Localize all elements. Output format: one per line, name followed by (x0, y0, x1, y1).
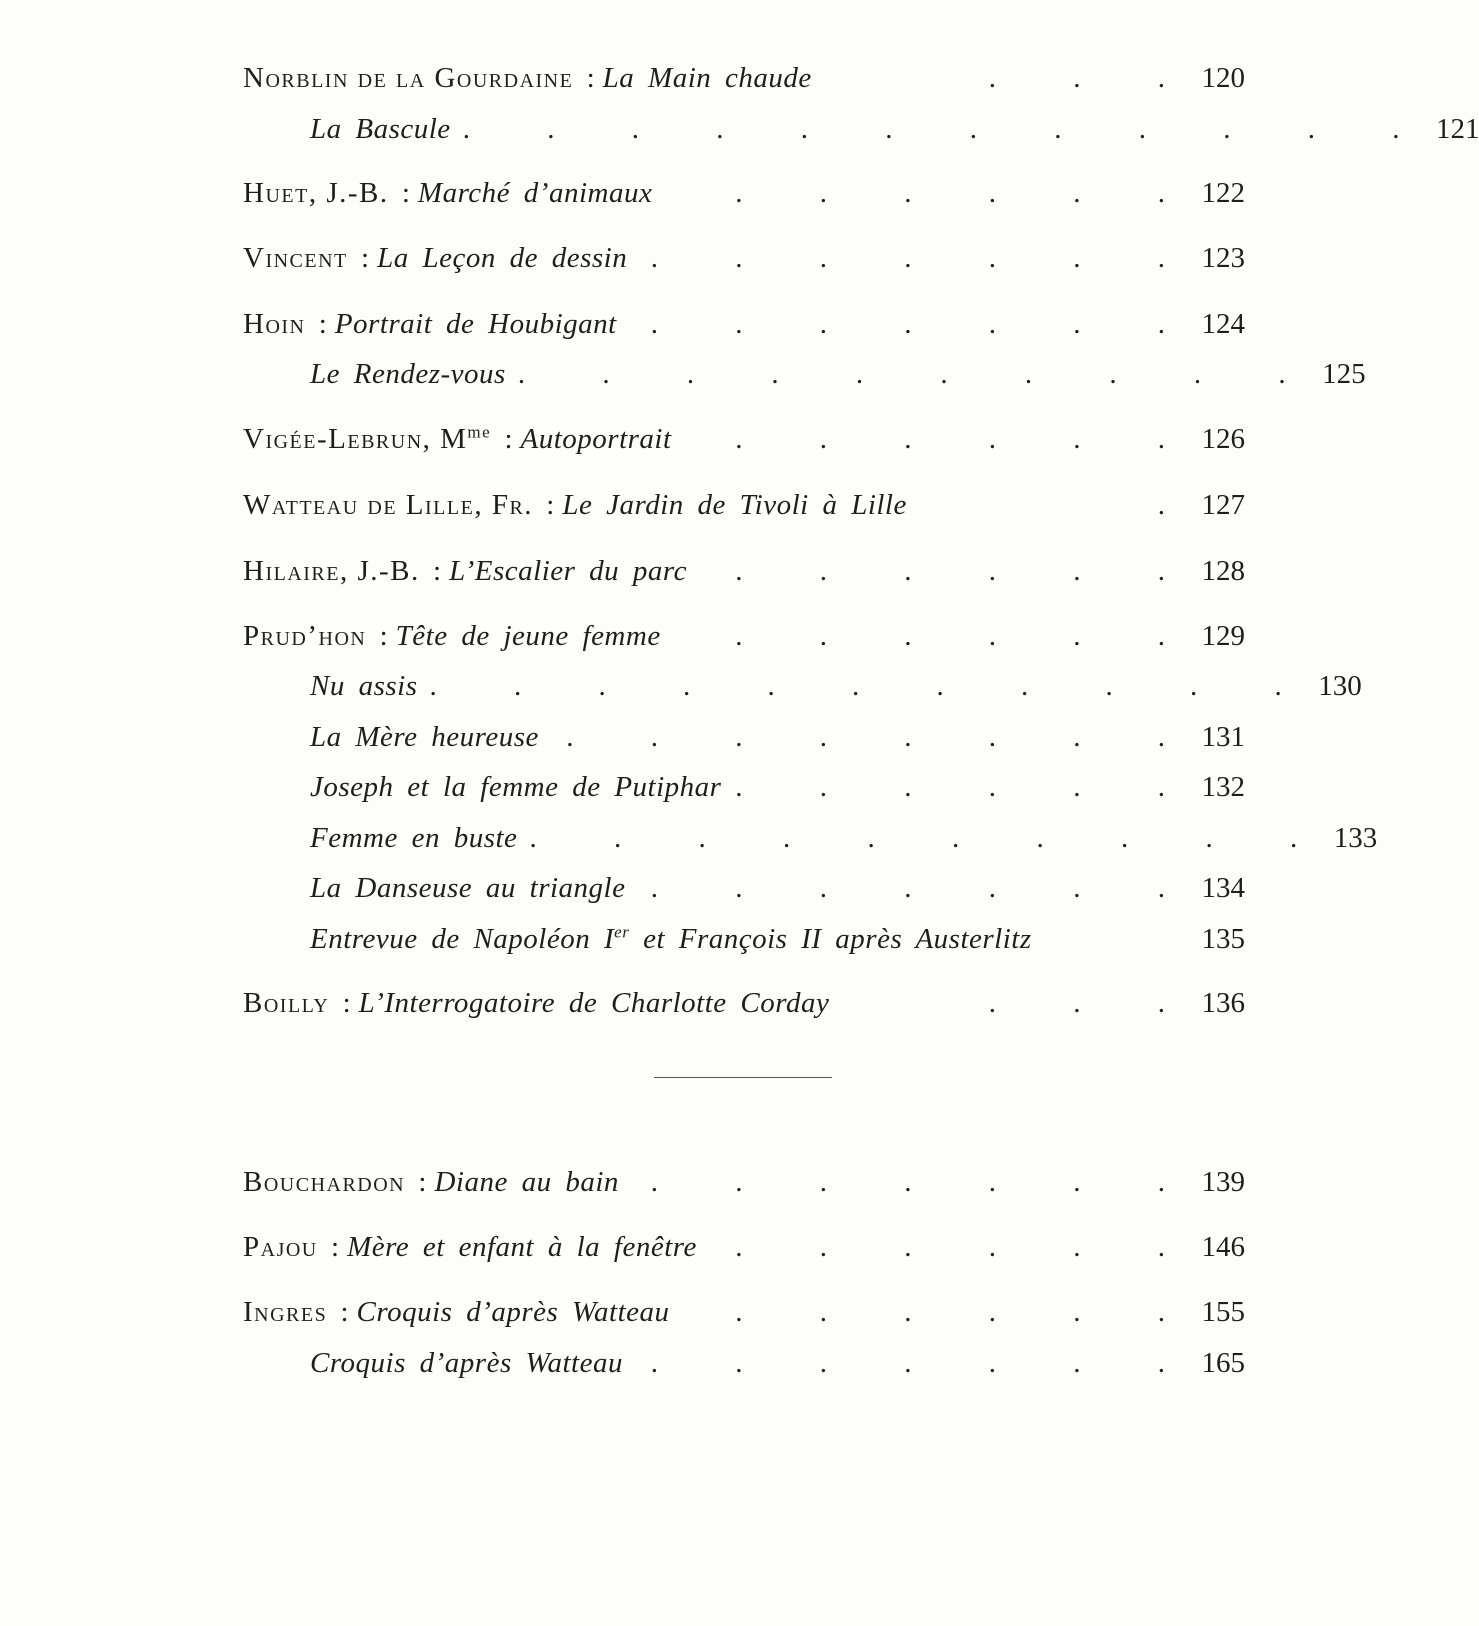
entry-author: Norblin de la Gourdaine (243, 62, 574, 94)
entry-page: 130 (1318, 670, 1362, 702)
dot-leader: . . . . . . . (650, 242, 1165, 274)
dot-leader: . . . . . . (735, 620, 1165, 652)
toc-entry: Norblin de la Gourdaine : La Main chaude . . . 120 (243, 56, 1245, 100)
entry-title: Marché d’animaux (417, 177, 653, 209)
entry-author: Watteau de Lille, Fr. (243, 489, 534, 521)
dot-leader: . . . . . . (735, 771, 1165, 803)
dot-leader: . . . . . . . . . . . . (462, 113, 1400, 145)
toc-entry (310, 765, 1245, 809)
entry-page: 139 (1201, 1166, 1245, 1198)
toc-entry: Hoin : Portrait de Houbigant . . . . . . . 124 (243, 302, 1245, 346)
dot-leader: . . . (988, 62, 1165, 94)
entry-page: 132 (1201, 771, 1245, 803)
entry-author: Vincent (243, 242, 348, 274)
toc-entry (310, 715, 1245, 759)
entry-title: Joseph et la femme de Putiphar (310, 771, 722, 803)
toc-entry (310, 664, 1362, 708)
entry-page: 123 (1201, 242, 1245, 274)
entry-title: Nu assis (310, 670, 418, 702)
dot-leader: . . . . . . (735, 423, 1165, 455)
dot-leader: . . . . . . . (650, 872, 1165, 904)
toc-entry: Bouchardon : Diane au bain . . . . . . . 139 (243, 1160, 1245, 1204)
entry-page: 124 (1201, 308, 1245, 340)
entry-page: 136 (1201, 987, 1245, 1019)
dot-leader: . . . . . . (735, 177, 1165, 209)
entry-title: Autoportrait (520, 423, 672, 455)
entry-page: 165 (1201, 1347, 1245, 1379)
entry-page: 128 (1201, 555, 1245, 587)
toc-entry: Huet, J.-B. : Marché d’animaux . . . . . . 122 (243, 171, 1245, 215)
entry-author: Vigée-Lebrun, $M^{me}$ (243, 422, 492, 455)
toc-entry: Watteau de Lille, Fr. : Le Jardin de Tivoli à Lille . 127 (243, 483, 1245, 527)
toc-entry (310, 816, 1378, 860)
dot-leader: . . . . . . . (650, 1166, 1165, 1198)
entry-page: 125 (1322, 358, 1366, 390)
toc-entry: Hilaire, J.-B. : L’Escalier du parc . . . . . . 128 (243, 549, 1245, 593)
entry-title: La Main chaude (602, 62, 812, 94)
entry-title: L’Interrogatoire de Charlotte Corday (358, 987, 830, 1019)
entry-page: 126 (1201, 423, 1245, 455)
entry-title: La Leçon de dessin (377, 242, 628, 274)
toc-entry (310, 917, 1245, 961)
entry-title: Portrait de Houbigant (334, 308, 617, 340)
entry-page: 146 (1201, 1231, 1245, 1263)
entry-author: Ingres (243, 1296, 328, 1328)
entry-page: 131 (1201, 721, 1245, 753)
section-divider (654, 1077, 832, 1078)
entry-title: Tête de jeune femme (395, 620, 661, 652)
dot-leader: . . . . . . (735, 1231, 1165, 1263)
entry-page: 120 (1201, 62, 1245, 94)
entry-author: Pajou (243, 1231, 318, 1263)
toc-entry: Vincent : La Leçon de dessin . . . . . . . 123 (243, 236, 1245, 280)
entry-title: L’Escalier du parc (449, 555, 688, 587)
entry-page: 133 (1333, 822, 1378, 854)
dot-leader: . . . . . . . . . . (529, 822, 1298, 854)
dot-leader: . . . (988, 987, 1165, 1019)
entry-title: La Mère heureuse (310, 721, 539, 753)
entry-title: Le Rendez-vous (310, 358, 506, 390)
entry-page: 155 (1201, 1296, 1245, 1328)
dot-leader: . . . . . . . . . . (517, 358, 1286, 390)
dot-leader: . (1157, 489, 1165, 521)
entry-author: Hilaire, J.-B. (243, 555, 420, 587)
toc-entry (310, 866, 1245, 910)
entry-author: Prud’hon (243, 620, 367, 652)
dot-leader: . . . . . . (735, 1296, 1165, 1328)
entry-title: La Danseuse au triangle (310, 872, 626, 904)
entry-author: Bouchardon (243, 1166, 406, 1198)
entry-page: 134 (1201, 872, 1245, 904)
entry-author: Huet, J.-B. (243, 177, 389, 209)
entry-title: Femme en buste (310, 822, 518, 854)
entry-page: 121 (1435, 113, 1479, 145)
dot-leader: . . . . . . . (650, 308, 1165, 340)
toc-entry (310, 352, 1366, 396)
entry-title: La Bascule (310, 113, 451, 145)
entry-page: 135 (1201, 923, 1245, 955)
entry-author: Hoin (243, 308, 306, 340)
entry-title: Diane au bain (434, 1166, 619, 1198)
toc-entry: Ingres : Croquis d’après Watteau . . . . . . 155 (243, 1290, 1245, 1334)
dot-leader: . . . . . . . . (566, 721, 1165, 753)
toc-entry: Vigée-Lebrun, $M^{me}$ : Autoportrait . . . . . . 126 (243, 417, 1245, 461)
dot-leader: . . . . . . (735, 555, 1165, 587)
entry-page: 129 (1201, 620, 1245, 652)
entry-title: Le Jardin de Tivoli à Lille (562, 489, 907, 521)
toc-entry (310, 1341, 1245, 1385)
entry-title: Entrevue de Napoléon Ier et François II après Austerlitz (310, 922, 1032, 955)
dot-leader: . . . . . . . . . . . (429, 670, 1282, 702)
toc-entry: Prud’hon : Tête de jeune femme . . . . . . 129 (243, 614, 1245, 658)
entry-title: Mère et enfant à la fenêtre (347, 1231, 697, 1263)
entry-title: Croquis d’après Watteau (356, 1296, 670, 1328)
toc-entry (310, 107, 1479, 151)
entry-page: 127 (1201, 489, 1245, 521)
dot-leader: . . . . . . . (650, 1347, 1165, 1379)
toc-entry: Pajou : Mère et enfant à la fenêtre . . . . . . 146 (243, 1225, 1245, 1269)
toc-entry: Boilly : L’Interrogatoire de Charlotte Corday . . . 136 (243, 981, 1245, 1025)
entry-title: Croquis d’après Watteau (310, 1347, 623, 1379)
entry-author: Boilly (243, 987, 330, 1019)
entry-page: 122 (1201, 177, 1245, 209)
